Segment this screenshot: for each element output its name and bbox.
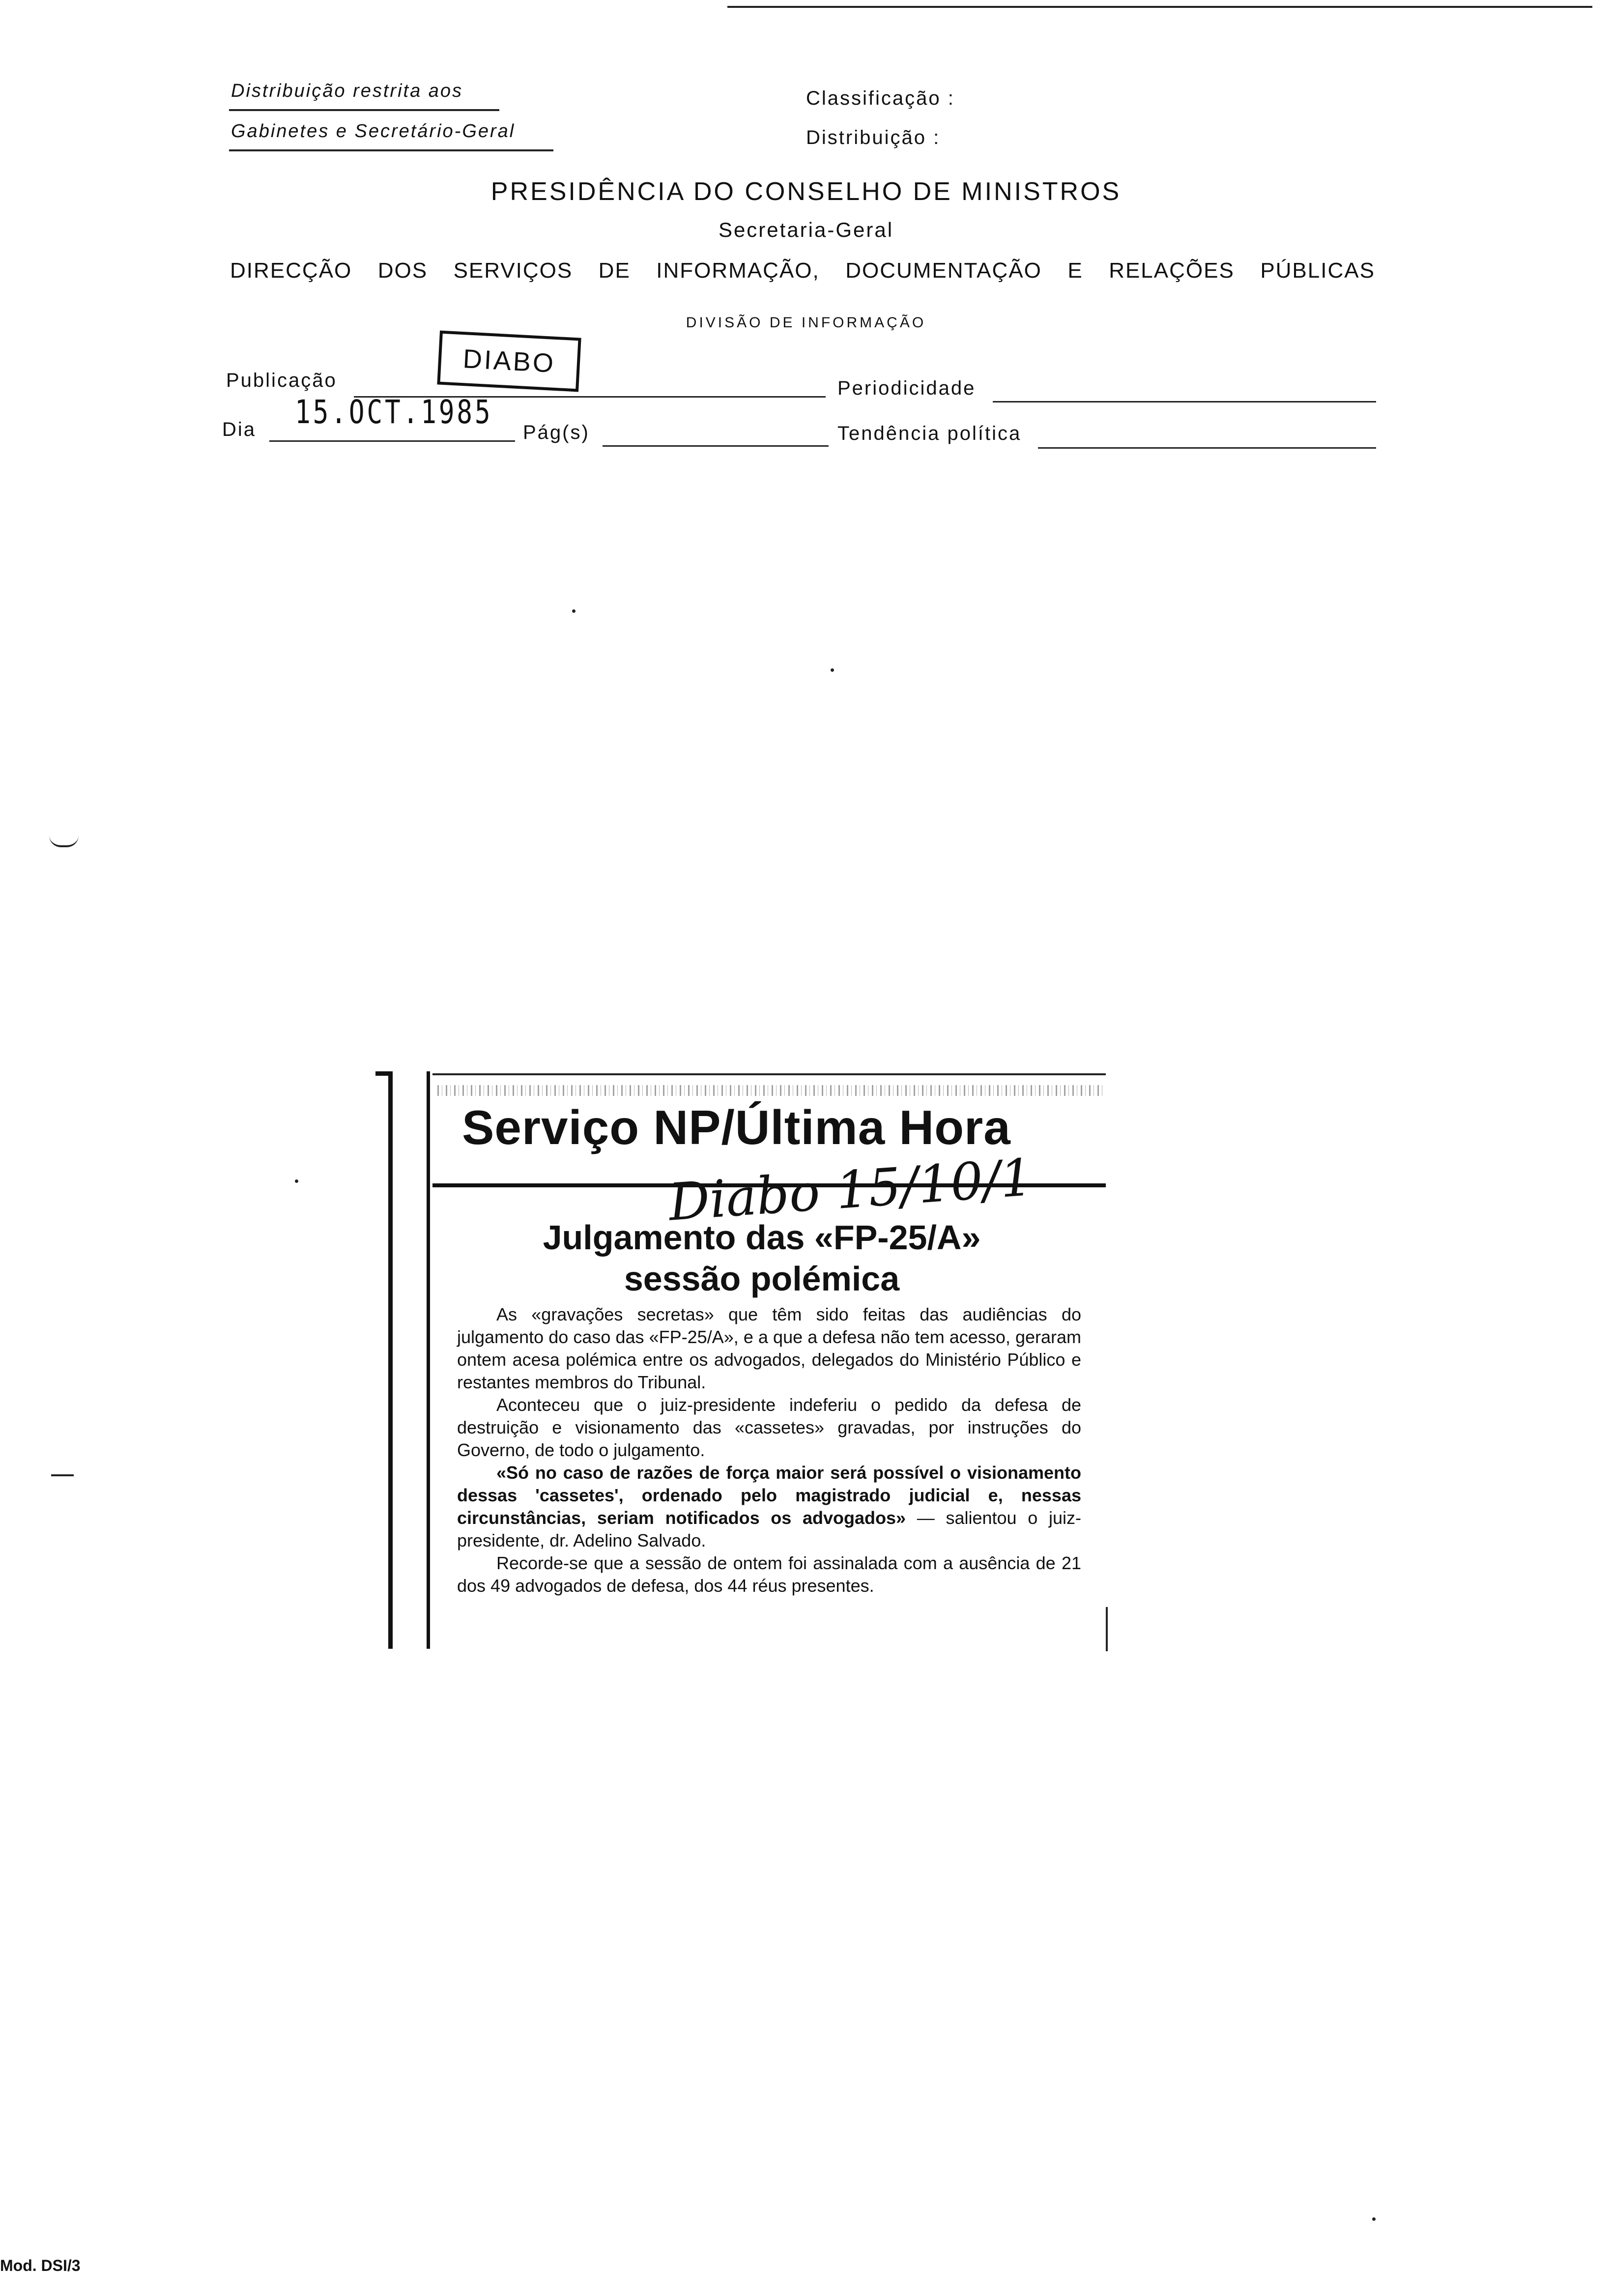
article-headline-line-2: sessão polémica bbox=[624, 1260, 900, 1298]
scan-dot bbox=[295, 1179, 298, 1183]
direction-word: DOS bbox=[377, 258, 428, 283]
periodicidade-label: Periodicidade bbox=[837, 377, 976, 399]
tendencia-field-line bbox=[1038, 447, 1376, 449]
article-paragraph: As «gravações secretas» que têm sido feitas das audiências do julgamento do caso das «FP-25/A», e a que a defesa não tem acesso, geraram ontem acesa polémica entre os advogados, delegados do Ministério Público e restantes membros do Tribunal. bbox=[457, 1304, 1081, 1392]
direction-word: DE bbox=[598, 258, 631, 283]
scan-mark bbox=[51, 1474, 74, 1476]
dia-value: 15.OCT.1985 bbox=[295, 393, 493, 431]
classificacao-label: Classificação : bbox=[806, 87, 955, 109]
direction-line bbox=[230, 258, 1375, 283]
article-quote: «Só no caso de razões de força maior será possível o visionamento dessas 'cassetes', ordenado pelo magistrado judicial e, nessas circunstâncias, seriam notificados os advogados» bbox=[457, 1463, 1081, 1528]
form-model-label: Mod. DSI/3 bbox=[0, 2257, 81, 2274]
article-quote-paragraph bbox=[457, 1462, 1081, 1552]
direction-word: DIRECÇÃO bbox=[230, 258, 352, 283]
direction-word: INFORMAÇÃO, bbox=[656, 258, 820, 283]
scan-dot bbox=[831, 668, 834, 672]
restricted-distribution-line-1: Distribuição restrita aos bbox=[231, 81, 463, 101]
top-border-line bbox=[727, 6, 1592, 8]
distribuicao-label: Distribuição : bbox=[806, 127, 941, 148]
direction-word: DOCUMENTAÇÃO bbox=[845, 258, 1042, 283]
periodicidade-field-line bbox=[993, 401, 1376, 402]
page-subtitle: Secretaria-Geral bbox=[718, 218, 894, 241]
scan-dot bbox=[1372, 2217, 1376, 2221]
article-body bbox=[457, 1303, 1081, 1597]
restricted-underline-2 bbox=[229, 149, 553, 151]
dia-label: Dia bbox=[222, 419, 257, 440]
restricted-underline-1 bbox=[229, 109, 499, 111]
scan-dot bbox=[572, 609, 576, 613]
publicacao-label: Publicação bbox=[226, 370, 337, 391]
clipping-frame-inner bbox=[427, 1071, 430, 1649]
division-label: DIVISÃO DE INFORMAÇÃO bbox=[686, 315, 926, 331]
dia-field-line bbox=[269, 440, 515, 442]
restricted-distribution-line-2: Gabinetes e Secretário-Geral bbox=[231, 121, 516, 142]
clipping-banner: Serviço NP/Última Hora bbox=[462, 1100, 1011, 1154]
article-headline-line-1: Julgamento das «FP-25/A» bbox=[543, 1218, 981, 1257]
clipping-top-rule bbox=[432, 1073, 1106, 1075]
pags-field-line bbox=[603, 445, 829, 447]
direction-word: SERVIÇOS bbox=[453, 258, 573, 283]
clipping-frame-left bbox=[388, 1071, 393, 1649]
article-paragraph: Aconteceu que o juiz-presidente indeferiu o pedido da defesa de destruição e visionamento das «cassetes» gravadas, por instruções do Governo, de todo o julgamento. bbox=[457, 1395, 1081, 1460]
page-title: PRESIDÊNCIA DO CONSELHO DE MINISTROS bbox=[490, 177, 1122, 206]
clipping-right-mark bbox=[1106, 1607, 1108, 1651]
direction-word: E bbox=[1067, 258, 1083, 283]
clipping-noise-band bbox=[437, 1085, 1106, 1096]
scan-mark bbox=[49, 835, 79, 847]
pags-label: Pág(s) bbox=[523, 422, 590, 443]
article-paragraph: Recorde-se que a sessão de ontem foi assinalada com a ausência de 21 dos 49 advogados de defesa, dos 44 réus presentes. bbox=[457, 1553, 1081, 1596]
direction-word: PÚBLICAS bbox=[1260, 258, 1375, 283]
tendencia-label: Tendência política bbox=[837, 423, 1022, 444]
handwritten-note: Diabo 15/10/1 bbox=[666, 1147, 1035, 1233]
article-quote-attribution: — salientou o juiz-presidente, dr. Adelino Salvado. bbox=[457, 1508, 1081, 1550]
direction-word: RELAÇÕES bbox=[1109, 258, 1235, 283]
publication-stamp: DIABO bbox=[437, 331, 581, 392]
